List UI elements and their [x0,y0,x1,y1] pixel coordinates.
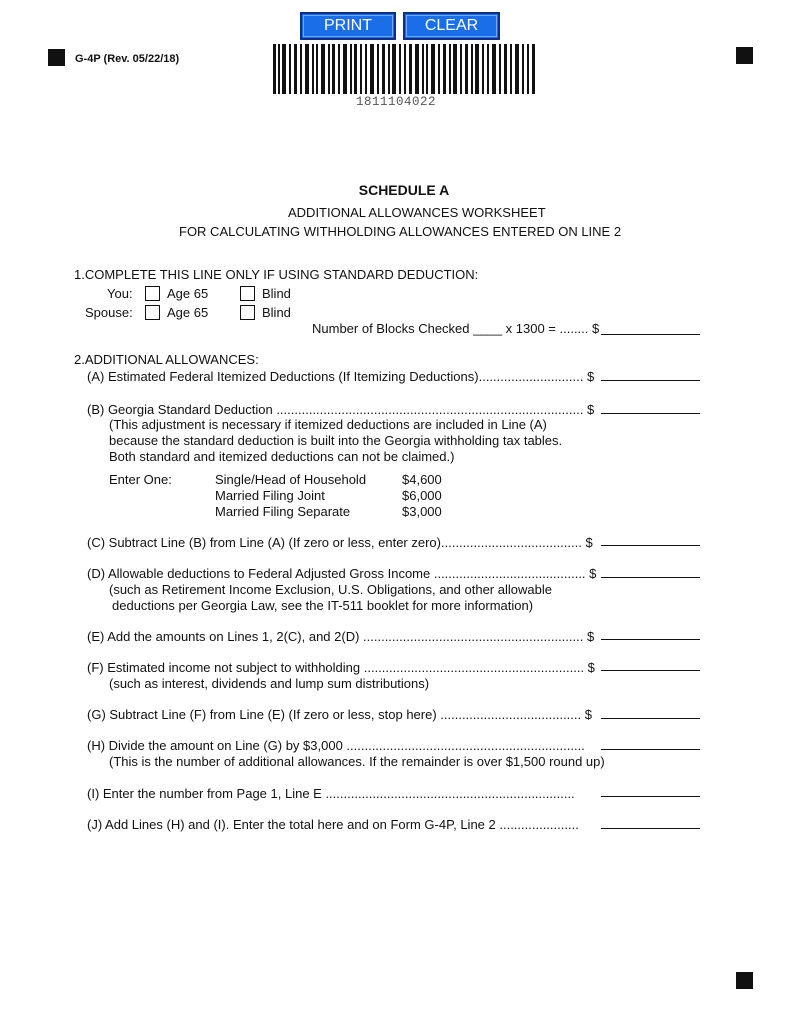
line-c-text: (C) Subtract Line (B) from Line (A) (If zero or less, enter zero)....................................... $ [87,535,593,550]
you-blind-checkbox[interactable] [240,286,255,301]
registration-mark-top-right [736,47,753,64]
worksheet-subtitle: ADDITIONAL ALLOWANCES WORKSHEET [288,205,546,220]
registration-mark-bottom-right [736,972,753,989]
line-e-field[interactable] [601,639,700,640]
enter-one-label: Enter One: [109,472,172,487]
line1-heading: 1.COMPLETE THIS LINE ONLY IF USING STANDARD DEDUCTION: [74,267,479,282]
print-button[interactable]: PRINT [300,12,396,40]
schedule-title: SCHEDULE A [358,182,450,198]
worksheet-subtitle-2: FOR CALCULATING WITHHOLDING ALLOWANCES ENTERED ON LINE 2 [179,224,622,239]
spouse-age65-checkbox[interactable] [145,305,160,320]
line2-heading: 2.ADDITIONAL ALLOWANCES: [74,352,259,367]
you-age65-checkbox[interactable] [145,286,160,301]
line-b-note: because the standard deduction is built into the Georgia withholding tax tables. [109,433,563,448]
form-id: G-4P (Rev. 05/22/18) [75,53,180,65]
spouse-age65-label: Age 65 [167,305,209,320]
filing-status-label: Single/Head of Household [215,472,367,487]
line-h-field[interactable] [601,749,700,750]
spouse-blind-label: Blind [262,305,291,320]
registration-mark-top-left [48,49,65,66]
line-j-text: (J) Add Lines (H) and (I). Enter the total here and on Form G-4P, Line 2 ...................... [87,817,579,832]
spouse-blind-checkbox[interactable] [240,305,255,320]
line-a-text: (A) Estimated Federal Itemized Deductions (If Itemizing Deductions)............................. $ [87,369,595,384]
filing-status-label: Married Filing Joint [215,488,325,503]
line-a-field[interactable] [601,380,700,381]
filing-status-amount: $4,600 [402,472,442,487]
barcode-image [273,44,535,94]
line-f-note: (such as interest, dividends and lump sum distributions) [109,676,430,691]
line-c-field[interactable] [601,545,700,546]
line-h-text: (H) Divide the amount on Line (G) by $3,000 .................................................................. [87,738,585,753]
line1-amount-field[interactable] [601,334,700,335]
line-i-field[interactable] [601,796,700,797]
you-label: You: [107,286,133,301]
you-age65-label: Age 65 [167,286,209,301]
line-e-text: (E) Add the amounts on Lines 1, 2(C), and 2(D) ............................................................. $ [87,629,595,644]
line-h-note: (This is the number of additional allowances. If the remainder is over $1,500 round up) [109,754,605,769]
line-j-field[interactable] [601,828,700,829]
line-i-text: (I) Enter the number from Page 1, Line E ..................................................................... [87,786,575,801]
line-b-field[interactable] [601,413,700,414]
spouse-label: Spouse: [85,305,133,320]
blocks-checked-text: Number of Blocks Checked ____ x 1300 = ........ $ [312,321,600,336]
line-d-field[interactable] [601,577,700,578]
clear-button[interactable]: CLEAR [403,12,500,40]
filing-status-amount: $6,000 [402,488,442,503]
line-g-field[interactable] [601,718,700,719]
filing-status-amount: $3,000 [402,504,442,519]
line-d-note: deductions per Georgia Law, see the IT-511 booklet for more information) [112,598,534,613]
barcode-number: 1811104022 [356,95,437,109]
line-b-note: Both standard and itemized deductions can not be claimed.) [109,449,455,464]
line-b-text: (B) Georgia Standard Deduction ..................................................................................... $ [87,402,595,417]
line-g-text: (G) Subtract Line (F) from Line (E) (If zero or less, stop here) ....................................... $ [87,707,592,722]
line-d-note: (such as Retirement Income Exclusion, U.S. Obligations, and other allowable [109,582,552,597]
line-b-note: (This adjustment is necessary if itemized deductions are included in Line (A) [109,417,547,432]
line-d-text: (D) Allowable deductions to Federal Adjusted Gross Income .......................................... $ [87,566,597,581]
you-blind-label: Blind [262,286,291,301]
filing-status-label: Married Filing Separate [215,504,351,519]
line-f-text: (F) Estimated income not subject to withholding ............................................................. $ [87,660,595,675]
line-f-field[interactable] [601,670,700,671]
